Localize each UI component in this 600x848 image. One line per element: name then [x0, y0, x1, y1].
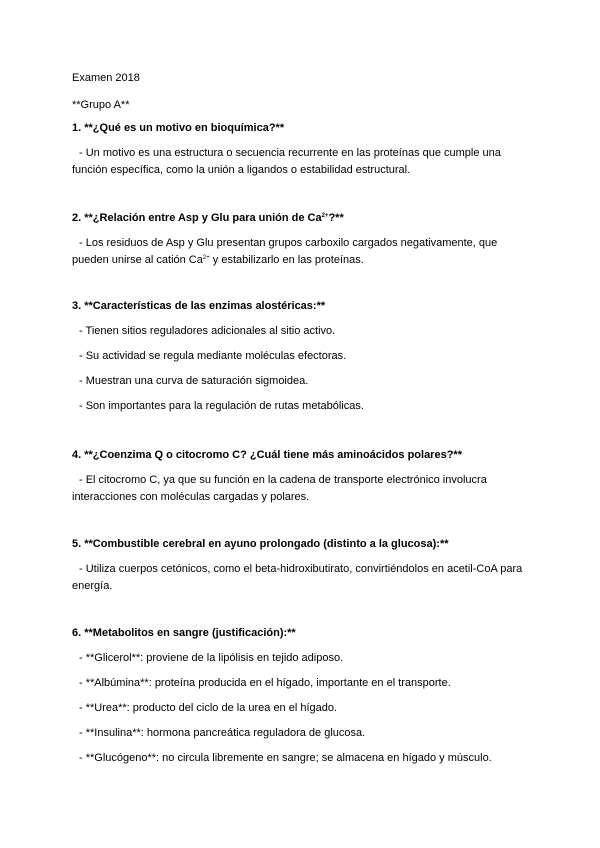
superscript: 2+: [202, 255, 210, 261]
list-item: - Muestran una curva de saturación sigmoidea.: [79, 375, 309, 387]
title-text-end: ?**: [328, 212, 344, 224]
exam-title: Examen 2018: [72, 72, 140, 84]
question-1-title: 1. **¿Qué es un motivo en bioquímica?**: [72, 122, 285, 134]
list-item: - Su actividad se regula mediante moléculas efectoras.: [79, 350, 347, 362]
list-item: - **Albúmina**: proteína producida en el hígado, importante en el transporte.: [79, 677, 451, 689]
question-2-title: [72, 211, 344, 225]
question-4-title: 4. **¿Coenzima Q o citocromo C? ¿Cuál tiene más aminoácidos polares?**: [72, 449, 462, 461]
question-2-answer: [72, 235, 532, 269]
list-item: - **Glucógeno**: no circula libremente en sangre; se almacena en hígado y músculo.: [79, 752, 492, 764]
list-item: - Tienen sitios reguladores adicionales al sitio activo.: [79, 325, 336, 337]
answer-text: - El citocromo C, ya que su función en la cadena de transporte electrónico involucra interacciones con moléculas cargadas y polares.: [72, 474, 487, 503]
list-item: - **Urea**: producto del ciclo de la urea en el hígado.: [79, 702, 338, 714]
question-5-title: 5. **Combustible cerebral en ayuno prolongado (distinto a la glucosa):**: [72, 538, 449, 550]
title-text: 2. **¿Relación entre Asp y Glu para unión de Ca: [72, 212, 322, 224]
list-item: - **Glicerol**: proviene de la lipólisis en tejido adiposo.: [79, 652, 344, 664]
question-4-answer: [72, 472, 532, 506]
list-item: - **Insulina**: hormona pancreática reguladora de glucosa.: [79, 727, 366, 739]
question-1-answer: [72, 145, 532, 179]
question-6-title: 6. **Metabolitos en sangre (justificación):**: [72, 627, 296, 639]
question-3-title: 3. **Características de las enzimas alostéricas:**: [72, 300, 326, 312]
answer-text: - Utiliza cuerpos cetónicos, como el beta-hidroxibutirato, convirtiéndolos en acetil-CoA para energía.: [72, 563, 523, 592]
answer-text-end: y estabilizarlo en las proteínas.: [209, 254, 364, 266]
question-5-answer: [72, 561, 532, 595]
answer-text: - Un motivo es una estructura o secuencia recurrente en las proteínas que cumple una función específica, como la unión a ligandos o estabilidad estructural.: [72, 147, 501, 176]
superscript: 2+: [321, 213, 329, 219]
list-item: - Son importantes para la regulación de rutas metabólicas.: [79, 400, 364, 412]
group-label: **Grupo A**: [72, 99, 130, 111]
answer-text: - Los residuos de Asp y Glu presentan grupos carboxilo cargados negativamente, que pueden unirse al catión Ca: [72, 237, 498, 266]
